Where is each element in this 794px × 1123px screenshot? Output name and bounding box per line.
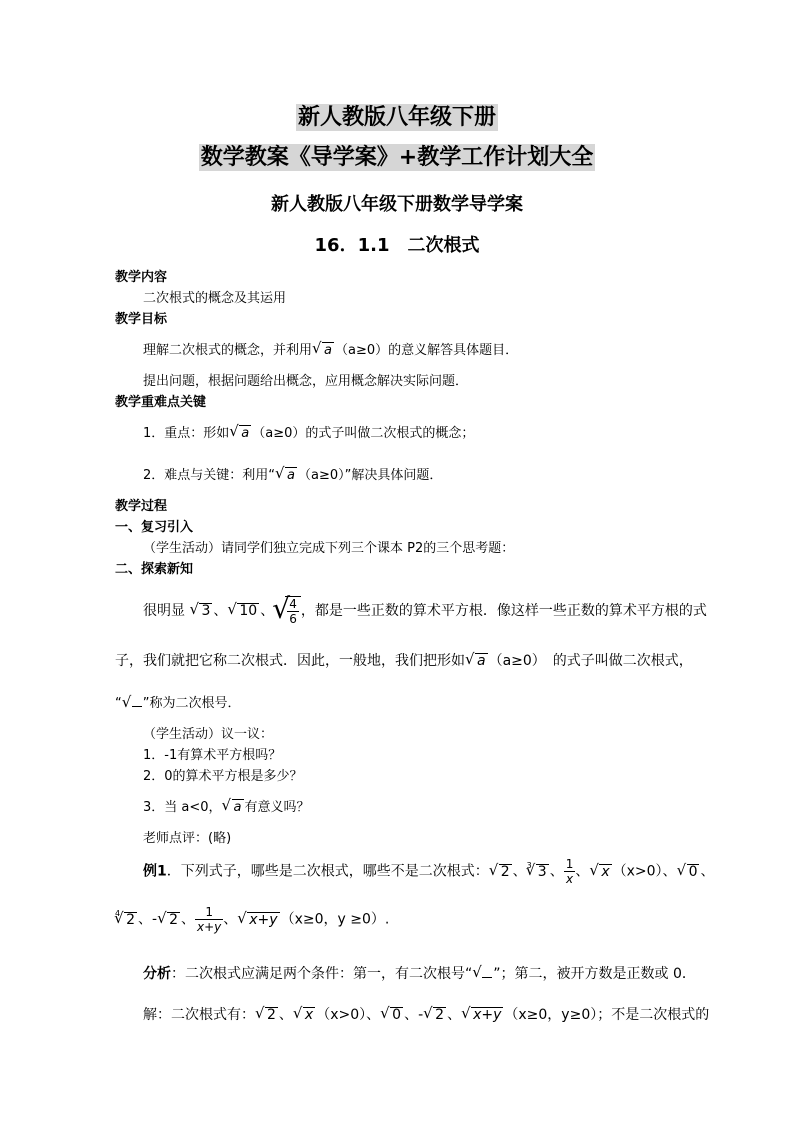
title-line-1 [0,103,794,133]
lesson-title: 16．1.1 二次根式 [314,235,480,256]
key-1 [143,422,474,441]
title-1: 新人教版八年级下册 [297,105,496,130]
title-2: 数学教案《导学案》+教学工作计划大全 [200,145,594,170]
sqrt-a: √ a [313,342,334,358]
analysis: 分析：二次根式应满足两个条件：第一，有二次根号“√ ”；第二，被开方数是正数或 0． [143,963,696,983]
goal-heading: 教学目标 [115,312,168,327]
sqrt-a: √ a [276,467,297,483]
key-2-text-a: 2．难点与关键：利用“ [143,468,276,483]
one-over-x: $\frac{1}{x}$ [565,857,574,886]
subtitle: 新人教版八年级下册数学导学案 [271,194,523,215]
question-2: 2．0的算术平方根是多少？ [143,769,303,784]
analysis-label: 分析 [143,966,171,982]
goal-1 [143,339,518,358]
key-1-text-a: 1．重点：形如 [143,426,230,441]
explore-p1: 很明显 √ 3 、√ 10 、 √ $\frac{4}{6}$ ，都是一些正数的算术平方根．像这样一些正数的算术平方根的式 [143,596,707,626]
sqrt-x-plus-y: √ x+y [462,1007,503,1023]
qrt-2: √ 2 [115,912,137,928]
sqrt-2: √ 2 [490,864,512,880]
review-heading: 一、复习引入 [115,520,194,535]
sqrt-10: √ 10 [228,603,259,619]
title-line-2 [0,143,794,173]
sqrt-2: √ 2 [256,1007,278,1023]
sqrt-4-over-6: √ $\frac{4}{6}$ [274,596,301,626]
radical-sign [473,966,492,982]
example-label: 例1 [143,863,167,880]
activity: （学生活动）议一议： [143,727,274,742]
question-1: 1．-1有算术平方根吗？ [143,748,282,763]
key-heading: 教学重难点关键 [115,395,207,410]
explore-p2 [115,650,693,670]
sqrt-0: √ 0 [678,864,700,880]
goal-1-text-a: 理解二次根式的概念，并利用 [143,343,313,358]
teacher-comment: 老师点评：(略) [143,831,232,846]
sqrt-x: √ x [294,1007,315,1023]
sqrt-0: √ 0 [381,1007,403,1023]
example-1-line-2: $^4$√ 2 、-√ 2 、 $\frac{1}{x+y}$ 、√ x+y （x≥0，y ≥0）. [115,905,389,934]
sqrt-a: √ a [466,653,488,669]
explore-p1-a: 很明显 [143,603,185,619]
process-heading: 教学过程 [115,499,168,514]
key-1-text-b: （a≥0）的式子叫做二次根式的概念； [252,426,475,441]
solution: 解：二次根式有：√ 2 、√ x （x>0）、√ 0 、-√ 2 、√ x+y （x≥0，y≥0）；不是二次根式的 [143,1004,709,1024]
sqrt-x-plus-y: √ x+y [238,912,279,928]
goal-2: 提出问题，根据问题给出概念，应用概念解决实际问题． [143,374,469,389]
question-3: 3．当 a<0，√ a 有意义吗？ [143,796,310,815]
review-text: （学生活动）请同学们独立完成下列三个课本 P2的三个思考题： [143,541,515,556]
sqrt-a: √ a [223,799,244,815]
explore-heading: 二、探索新知 [115,562,194,577]
example-1-line-1: 例1．下列式子，哪些是二次根式，哪些不是二次根式：√ 2 、$^3$√ 3 、 $\frac{1}{x}$ 、√ x （x>0）、√ 0 、 [143,857,714,886]
content-heading: 教学内容 [115,270,168,285]
radical-sign [123,696,142,711]
one-over-x-plus-y: $\frac{1}{x+y}$ [197,905,222,934]
explore-p3: “√ ”称为二次根号． [115,692,241,711]
sqrt-3: √ 3 [190,603,212,619]
goal-1-text-b: （a≥0）的意义解答具体题目． [334,343,519,358]
key-2-text-b: （a≥0）”解决具体问题． [297,468,443,483]
key-2 [143,464,442,483]
sqrt-a: √ a [230,425,251,441]
sqrt-2: √ 2 [158,912,180,928]
content-text: 二次根式的概念及其运用 [143,291,287,306]
explore-p2-b: （a≥0） 的式子叫做二次根式， [488,653,693,669]
explore-p2-a: 子，我们就把它称二次根式．因此，一般地，我们把形如 [115,653,465,669]
explore-p1-b: ，都是一些正数的算术平方根．像这样一些正数的算术平方根的式 [300,603,707,619]
sqrt-2: √ 2 [424,1007,446,1023]
cbrt-3: √ 3 [527,864,549,880]
sqrt-x: √ x [590,864,611,880]
